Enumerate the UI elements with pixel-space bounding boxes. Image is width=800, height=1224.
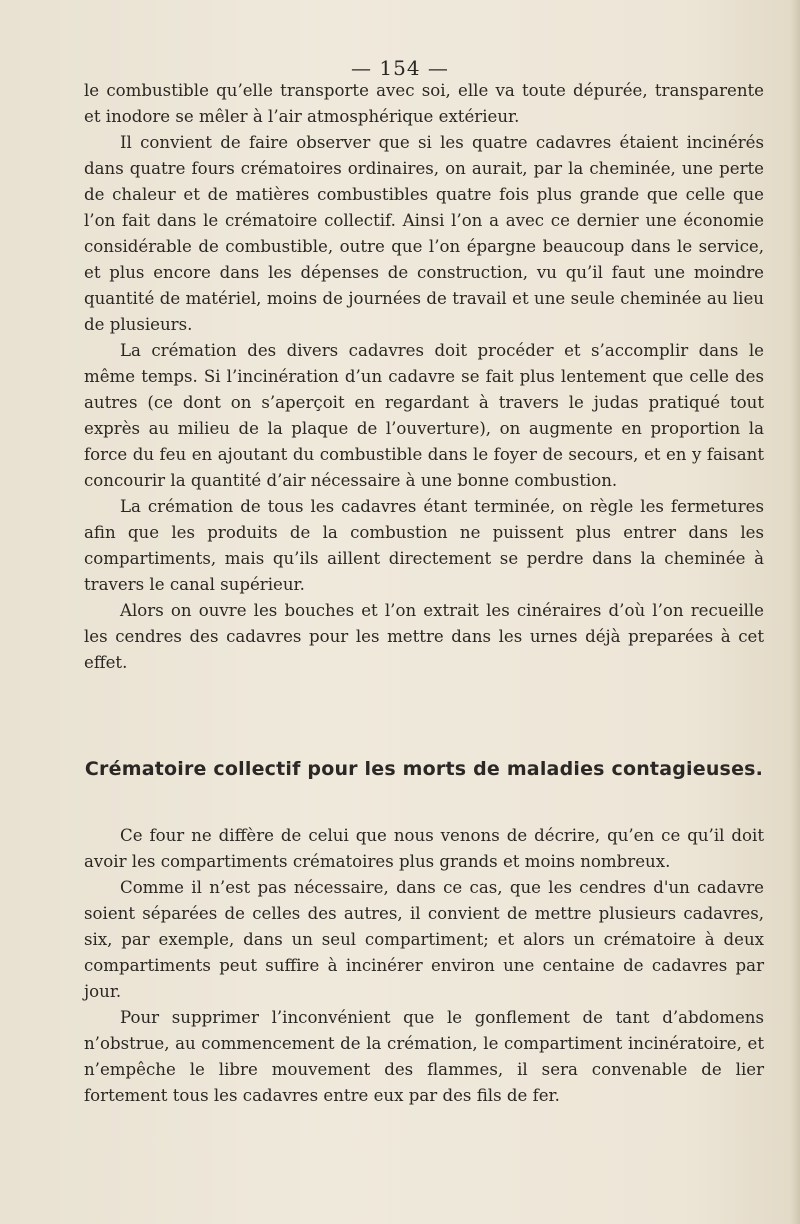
paragraph: Ce four ne diffère de celui que nous venons de décrire, qu’en ce qu’il doit avoir les compartiments crématoires plus grands et moins nombreux. bbox=[84, 826, 764, 871]
paragraph: le combustible qu’elle transporte avec soi, elle va toute dépurée, transparente et inodore se mêler à l’air atmosphérique extérieur. bbox=[84, 81, 764, 126]
paragraph: Comme il n’est pas nécessaire, dans ce cas, que les cendres d'un cadavre soient séparées de celles des autres, il convient de mettre plusieurs cadavres, six, par exemple, dans un seul compartiment; et alors un crématoire à deux compartiments peut suffire à incinérer environ une centaine de cadavres par jour. bbox=[84, 878, 764, 1001]
section-heading: Crématoire collectif pour les morts de maladies contagieuses. bbox=[84, 758, 764, 780]
paragraph: Alors on ouvre les bouches et l’on extrait les cinéraires d’où l’on recueille les cendres des cadavres pour les mettre dans les urnes déjà preparées à cet effet. bbox=[84, 601, 764, 672]
page-number: — 154 — bbox=[351, 56, 449, 80]
paragraph: Il convient de faire observer que si les quatre cadavres étaient incinérés dans quatre fours crématoires ordinaires, on aurait, par la cheminée, une perte de chaleur et de matières combustibles quatre fois plus grande que celle que l’on fait dans le crématoire collectif. Ainsi l’on a avec ce dernier une économie considérable de combustible, outre que l’on épargne beaucoup dans le service, et plus encore dans les dépenses de construction, vu qu’il faut une moindre quantité de matériel, moins de journées de travail et une seule cheminée au lieu de plusieurs. bbox=[84, 133, 764, 334]
body-text-top bbox=[84, 78, 764, 676]
paragraph: La crémation des divers cadavres doit procéder et s’accomplir dans le même temps. Si l’incinération d’un cadavre se fait plus lentement que celle des autres (ce dont on s’aperçoit en regardant à travers le judas pratiqué tout exprès au milieu de la plaque de l’ouverture), on augmente en proportion la force du feu en ajoutant du combustible dans le foyer de secours, et en y faisant concourir la quantité d’air nécessaire à une bonne combustion. bbox=[84, 341, 764, 490]
paragraph: La crémation de tous les cadavres étant terminée, on règle les fermetures afin que les produits de la combustion ne puissent plus entrer dans les compartiments, mais qu’ils aillent directement se perdre dans la cheminée à travers le canal supérieur. bbox=[84, 497, 764, 594]
body-text-bottom bbox=[84, 823, 764, 1109]
paragraph: Pour supprimer l’inconvénient que le gonflement de tant d’abdomens n’obstrue, au commencement de la crémation, le compartiment incinératoire, et n’empêche le libre mouvement des flammes, il sera convenable de lier fortement tous les cadavres entre eux par des fils de fer. bbox=[84, 1008, 764, 1105]
page-edge-shadow bbox=[790, 0, 800, 1224]
